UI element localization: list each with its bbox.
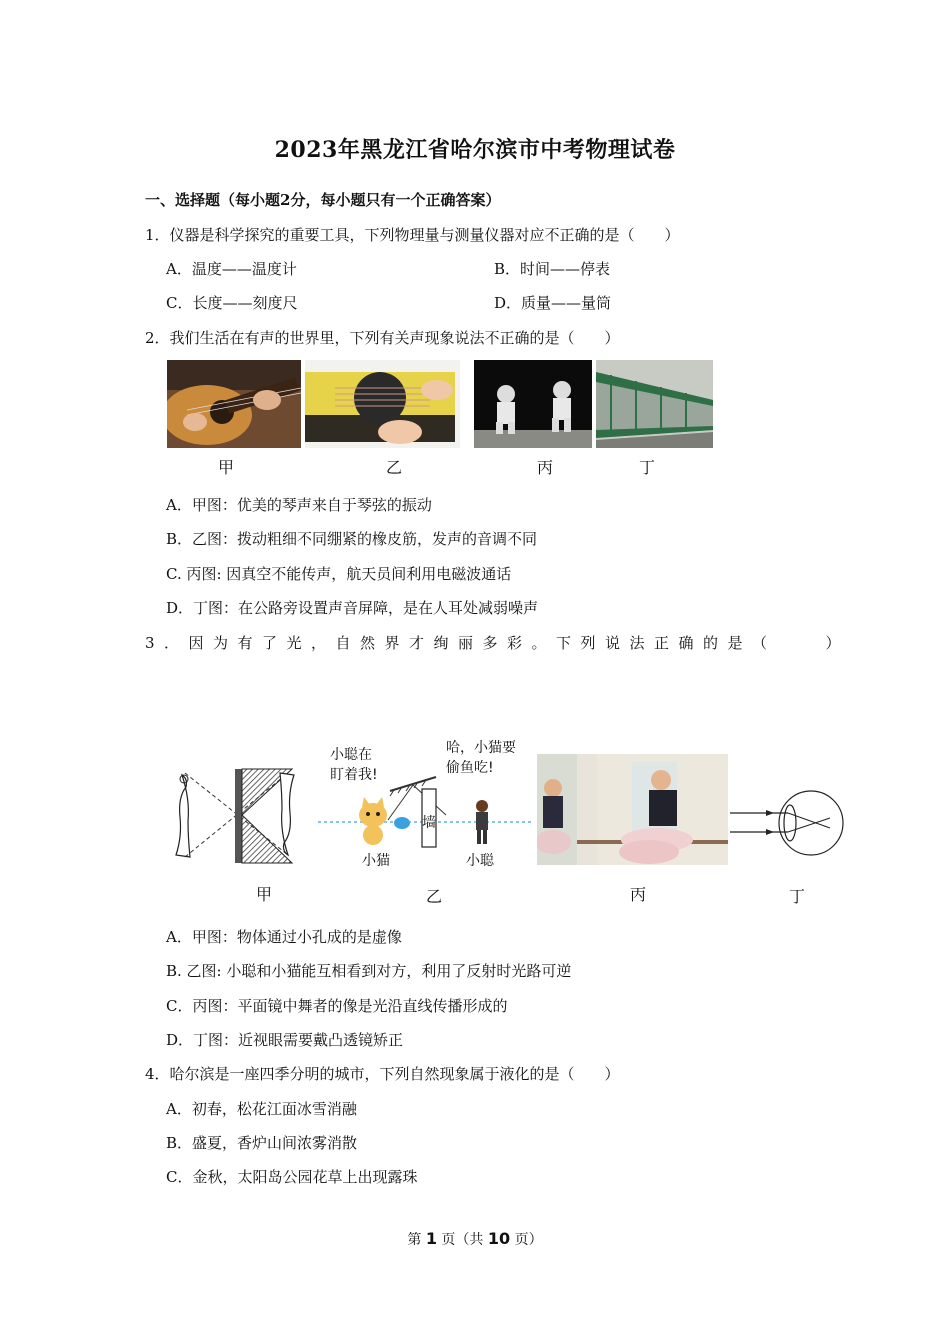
page-footer: [0, 1229, 950, 1249]
question-2-option-c: C. 丙图: 因真空不能传声，航天员间利用电磁波通话: [166, 565, 512, 583]
boy-label: 小聪: [466, 853, 494, 869]
q2-label-bing: 丙: [537, 458, 554, 477]
q3-label-ding: 丁: [789, 887, 806, 906]
q3-label-yi: 乙: [426, 887, 443, 906]
question-3-option-d: D．丁图：近视眼需要戴凸透镜矫正: [166, 1031, 404, 1049]
pinhole-diagram: [160, 765, 300, 865]
footer-suffix: 页）: [510, 1232, 543, 1248]
cat-label: 小猫: [362, 853, 390, 869]
boy-speech-line-2: 偷鱼吃!: [446, 760, 494, 776]
question-3-option-b: B. 乙图: 小聪和小猫能互相看到对方，利用了反射时光路可逆: [166, 962, 572, 980]
cat-speech-line-1: 小聪在: [330, 747, 372, 763]
rubber-band-box-photo: [305, 360, 460, 448]
footer-prefix: 第: [407, 1232, 426, 1248]
dancer-mirror-photo: [537, 754, 728, 865]
boy-speech-bubble: [446, 738, 516, 778]
question-2-option-d: D．丁图：在公路旁设置声音屏障，是在人耳处减弱噪声: [166, 599, 539, 617]
page-number: 1: [425, 1229, 437, 1248]
q2-label-ding: 丁: [639, 458, 656, 477]
section-heading: 一、选择题（每小题2分，每小题只有一个正确答案）: [145, 191, 501, 209]
cat-speech-line-2: 盯着我!: [330, 767, 378, 783]
guitar-photo: [167, 360, 301, 448]
question-4-option-c: C．金秋，太阳岛公园花草上出现露珠: [166, 1168, 418, 1186]
question-3-option-c: C．丙图：平面镜中舞者的像是光沿直线传播形成的: [166, 997, 508, 1015]
question-4-stem: 4．哈尔滨是一座四季分明的城市，下列自然现象属于液化的是（ ）: [145, 1065, 620, 1083]
q2-label-jia: 甲: [218, 458, 235, 477]
question-1-stem: 1．仪器是科学探究的重要工具，下列物理量与测量仪器对应不正确的是（ ）: [145, 226, 680, 244]
question-2-option-b: B．乙图：拨动粗细不同绷紧的橡皮筋，发声的音调不同: [166, 530, 538, 548]
q3-label-bing: 丙: [630, 885, 647, 904]
sound-barrier-photo: [596, 360, 713, 448]
question-1-option-b: B．时间——停表: [494, 260, 611, 278]
question-3-option-a: A．甲图：物体通过小孔成的是虚像: [166, 928, 402, 946]
question-3-stem: 3．因为有了光，自然界才绚丽多彩。下列说法正确的是（ ）: [145, 634, 851, 652]
wall-label: 墙: [422, 815, 436, 831]
question-2-option-a: A．甲图：优美的琴声来自于琴弦的振动: [166, 496, 432, 514]
footer-middle: 页（共: [436, 1232, 488, 1248]
question-1-option-d: D．质量——量筒: [494, 294, 612, 312]
question-1-option-a: A．温度——温度计: [166, 260, 297, 278]
question-2-stem: 2．我们生活在有声的世界里，下列有关声现象说法不正确的是（ ）: [145, 329, 620, 347]
question-4-option-a: A．初春，松花江面冰雪消融: [166, 1100, 357, 1118]
question-1-option-c: C．长度——刻度尺: [166, 294, 298, 312]
astronauts-photo: [474, 360, 592, 448]
eye-lens-diagram: [730, 788, 848, 858]
q2-label-yi: 乙: [386, 458, 403, 477]
exam-title: 2023年黑龙江省哈尔滨市中考物理试卷: [274, 137, 676, 163]
total-pages: 10: [487, 1229, 511, 1248]
question-4-option-b: B．盛夏，香炉山间浓雾消散: [166, 1134, 358, 1152]
boy-speech-line-1: 哈，小猫要: [446, 740, 516, 756]
q3-label-jia: 甲: [256, 885, 273, 904]
